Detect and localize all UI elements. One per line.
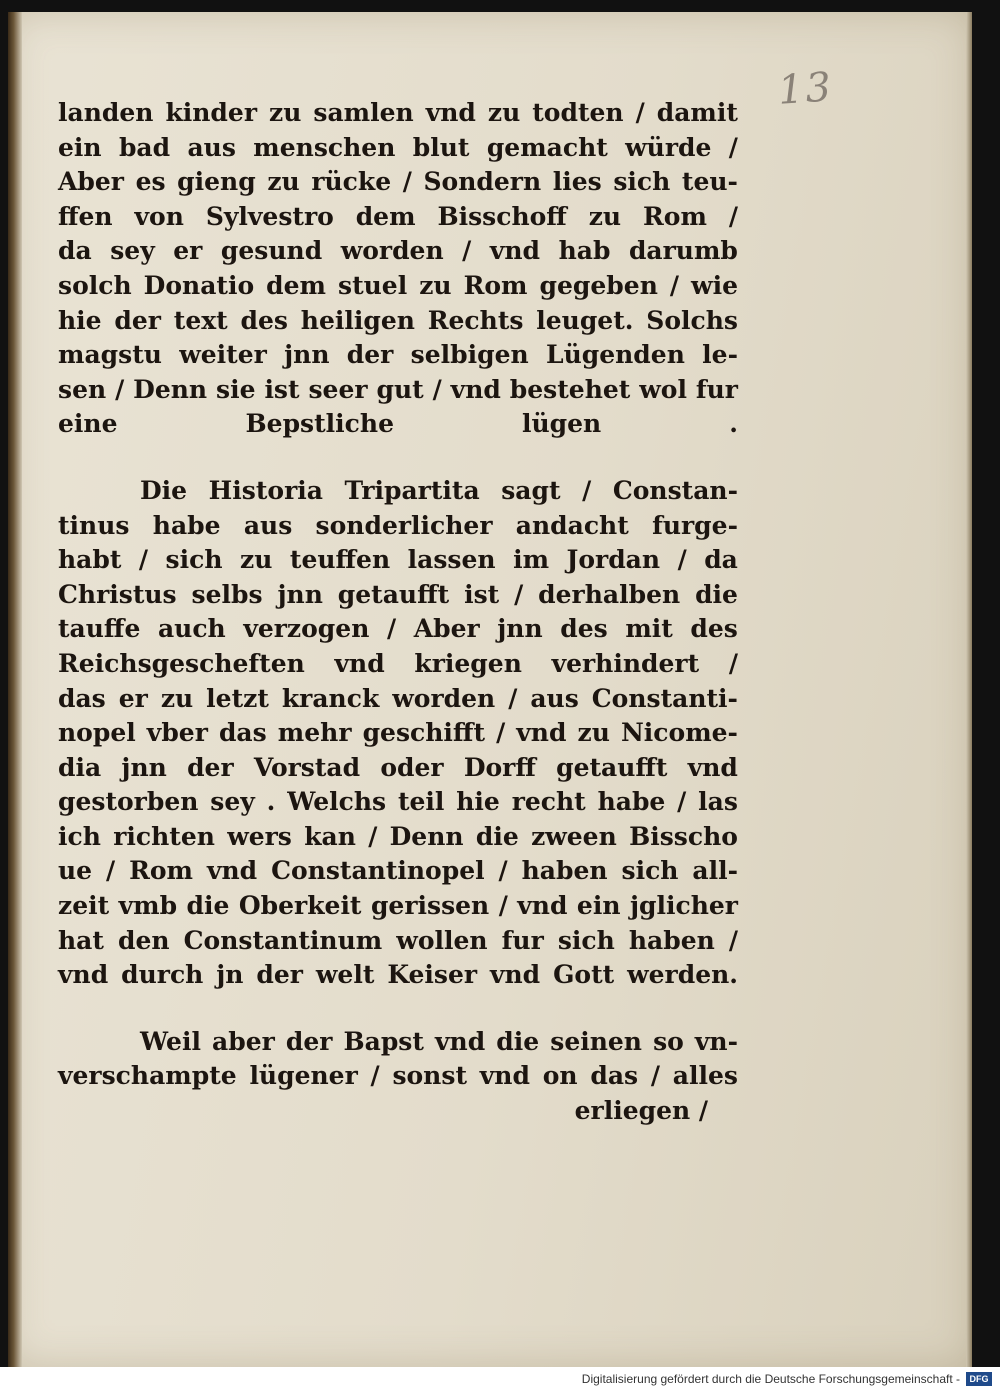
text-line: sen / Denn sie ist seer gut / vnd bestehet wol fur [58, 374, 738, 404]
paragraph-gap [58, 993, 738, 1025]
catchword: erliegen / [574, 1096, 708, 1126]
text-line: solch Donatio dem stuel zu Rom gegeben / wie [58, 270, 738, 300]
text-line: habt / sich zu teuffen lassen im Jordan / da [58, 545, 738, 575]
folio-number: 13 [776, 64, 835, 114]
text-line: das er zu letzt kranck worden / aus Constanti- [58, 683, 738, 713]
text-line: hie der text des heiligen Rechts leuget. Solchs [58, 305, 738, 335]
text-line: Aber es gieng zu rücke / Sondern lies sich teu- [58, 167, 738, 197]
text-line: Reichsgescheften vnd kriegen verhindert / [58, 648, 738, 678]
paragraph-gap [58, 442, 738, 474]
text-line: ich richten wers kan / Denn die zween Bisscho [58, 821, 738, 851]
text-line: landen kinder zu samlen vnd zu todten / damit [58, 98, 738, 127]
text-line: ue / Rom vnd Constantinopel / haben sich all- [58, 856, 738, 886]
text-line: vnd durch jn der welt Keiser vnd Gott werden. [58, 960, 738, 990]
text-line: ein bad aus menschen blut gemacht würde / [58, 132, 738, 162]
text-line: magstu weiter jnn der selbigen Lügenden le- [58, 340, 738, 370]
text-line: zeit vmb die Oberkeit gerissen / vnd ein jglicher [58, 891, 738, 921]
text-line: Christus selbs jnn getaufft ist / derhalben die [58, 579, 738, 609]
text-line: Die Historia Tripartita sagt / Constan- [140, 475, 738, 505]
text-line: tinus habe aus sonderlicher andacht furge- [58, 510, 738, 540]
text-line: ffen von Sylvestro dem Bisschoff zu Rom / [58, 201, 738, 231]
binding-edge [8, 12, 22, 1367]
text-line: tauffe auch verzogen / Aber jnn des mit des [58, 614, 738, 644]
text-line: Weil aber der Bapst vnd die seinen so vn- [140, 1026, 738, 1056]
text-line: gestorben sey . Welchs teil hie recht habe / las [58, 787, 738, 817]
text-line: da sey er gesund worden / vnd hab darumb [58, 236, 738, 266]
text-line: hat den Constantinum wollen fur sich haben / [58, 925, 738, 955]
text-line: nopel vber das mehr geschifft / vnd zu Nicome- [58, 718, 738, 748]
text-line: verschampte lügener / sonst vnd on das / alles [58, 1061, 738, 1091]
dfg-logo: DFG [966, 1372, 992, 1386]
page-edge [966, 12, 972, 1367]
page-text [58, 96, 738, 1129]
text-line: dia jnn der Vorstad oder Dorff getaufft vnd [58, 752, 738, 782]
footer-credit: Digitalisierung gefördert durch die Deutsche Forschungsgemeinschaft - [581, 1372, 960, 1386]
text-line: eine Bepstliche lügen . [58, 409, 738, 439]
